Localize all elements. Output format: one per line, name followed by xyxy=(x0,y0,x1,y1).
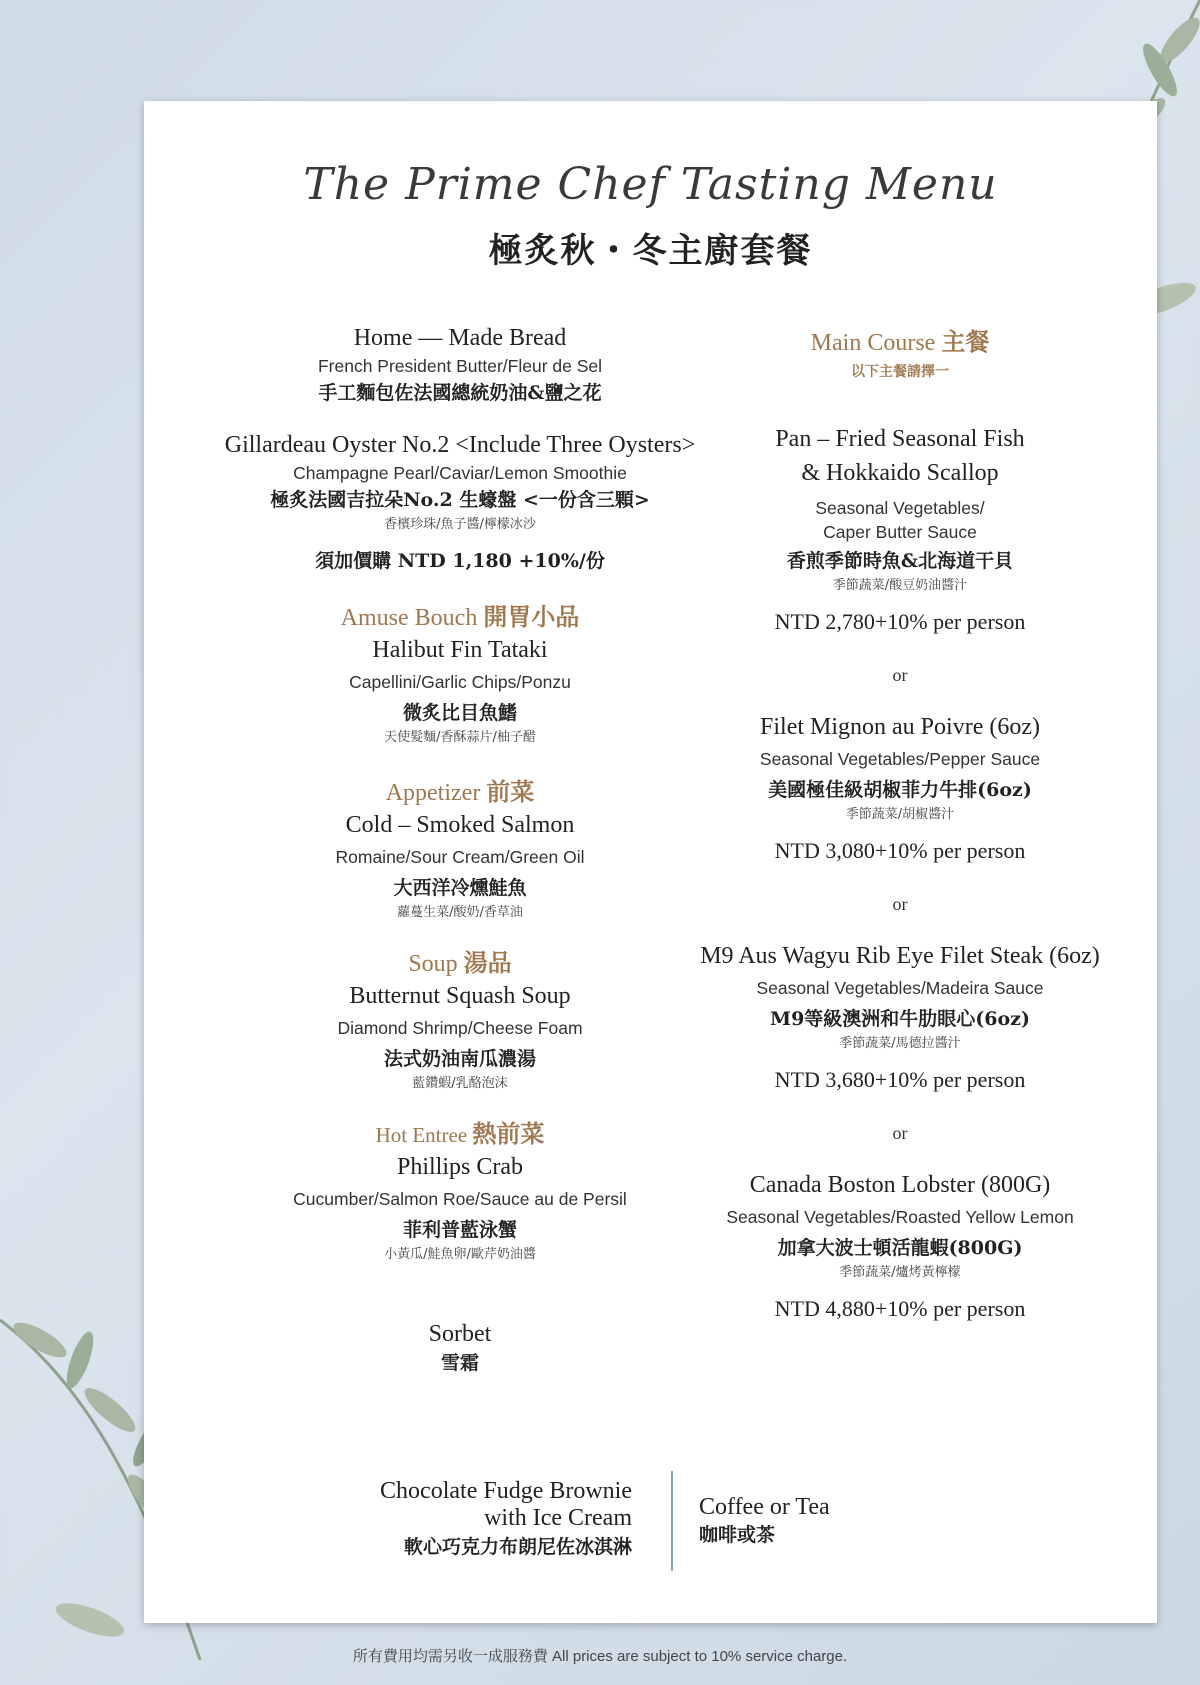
oyster-desc: Champagne Pearl/Caviar/Lemon Smoothie xyxy=(293,463,627,483)
wagyu-name: M9 Aus Wagyu Rib Eye Filet Steak (6oz) xyxy=(700,943,1100,969)
lobster-desc-zh: 季節蔬菜/爐烤黃檸檬 xyxy=(839,1265,961,1280)
soup-section-zh: 湯品 xyxy=(463,951,512,977)
or-separator-1: or xyxy=(892,665,908,685)
appetizer-section-en: Appetizer xyxy=(385,780,481,806)
dessert-item xyxy=(380,1478,632,1562)
hot-entree-desc: Cucumber/Salmon Roe/Sauce au de Persil xyxy=(293,1189,627,1209)
filet-name: Filet Mignon au Poivre (6oz) xyxy=(760,714,1040,740)
fish-desc-line1: Seasonal Vegetables/ xyxy=(815,498,985,518)
wagyu-price: NTD 3,680+10% per person xyxy=(774,1067,1026,1092)
amuse-desc-zh: 天使髮麵/香酥蒜片/柚子醋 xyxy=(384,730,536,745)
dessert-name-zh: 軟心巧克力布朗尼佐冰淇淋 xyxy=(403,1536,632,1558)
amuse-section-zh: 開胃小品 xyxy=(483,605,580,631)
lobster-name-zh: 加拿大波士頓活龍蝦(800G) xyxy=(777,1237,1023,1259)
menu-title-en: The Prime Chef Tasting Menu xyxy=(303,159,998,210)
soup-section-en: Soup xyxy=(408,951,458,977)
lobster-name: Canada Boston Lobster (800G) xyxy=(749,1172,1051,1198)
hot-entree-name-zh: 菲利普藍泳蟹 xyxy=(402,1219,517,1241)
fish-name-line2: & Hokkaido Scallop xyxy=(801,460,999,486)
lobster-item xyxy=(600,1170,1200,1325)
sorbet-name-zh: 雪霜 xyxy=(440,1352,479,1374)
oyster-name: Gillardeau Oyster No.2 <Include Three Oysters> xyxy=(224,432,696,458)
filet-item xyxy=(600,712,1200,867)
fish-name-zh: 香煎季節時魚&北海道干貝 xyxy=(786,550,1014,572)
filet-desc-zh: 季節蔬菜/胡椒醬汁 xyxy=(845,807,955,822)
right-column xyxy=(600,326,1200,1325)
wagyu-name-zh: M9等級澳洲和牛肋眼心(6oz) xyxy=(770,1008,1030,1030)
hot-entree-name: Phillips Crab xyxy=(396,1154,523,1180)
amuse-section-en: Amuse Bouch xyxy=(340,605,478,631)
main-course-title-zh: 主餐 xyxy=(941,330,990,356)
main-course-title xyxy=(600,326,1200,360)
wagyu-item xyxy=(600,941,1200,1096)
soup-name-zh: 法式奶油南瓜濃湯 xyxy=(383,1048,536,1070)
filet-desc: Seasonal Vegetables/Pepper Sauce xyxy=(759,749,1041,769)
main-course-note: 以下主餐請擇一 xyxy=(851,364,949,380)
filet-price: NTD 3,080+10% per person xyxy=(774,838,1026,863)
drink-name: Coffee or Tea xyxy=(699,1494,830,1520)
drink-item xyxy=(699,1493,830,1549)
dessert-name-line1: Chocolate Fudge Brownie xyxy=(380,1478,632,1504)
oyster-name-zh: 極炙法國吉拉朵No.2 生蠔盤 <一份含三顆> xyxy=(270,489,650,511)
filet-name-zh: 美國極佳級胡椒菲力牛排(6oz) xyxy=(768,779,1032,801)
main-course-title-en: Main Course xyxy=(810,330,936,356)
lobster-price: NTD 4,880+10% per person xyxy=(774,1296,1026,1321)
sorbet-item xyxy=(160,1319,760,1376)
appetizer-name: Cold – Smoked Salmon xyxy=(345,812,575,838)
hot-entree-section-zh: 熱前菜 xyxy=(472,1122,545,1148)
fish-desc-zh: 季節蔬菜/酸豆奶油醬汁 xyxy=(832,578,968,593)
fish-price: NTD 2,780+10% per person xyxy=(774,609,1026,634)
soup-name: Butternut Squash Soup xyxy=(349,983,571,1009)
soup-desc-zh: 藍鑽蝦/乳酪泡沫 xyxy=(412,1076,508,1091)
lobster-desc: Seasonal Vegetables/Roasted Yellow Lemon xyxy=(726,1207,1074,1227)
fish-item xyxy=(600,422,1200,638)
or-separator-3: or xyxy=(892,1123,908,1143)
appetizer-desc-zh: 蘿蔓生菜/酸奶/香草油 xyxy=(397,905,523,920)
wagyu-desc: Seasonal Vegetables/Madeira Sauce xyxy=(756,978,1044,998)
hot-entree-desc-zh: 小黃瓜/鮭魚卵/歐芹奶油醬 xyxy=(384,1247,536,1262)
fish-name-line1: Pan – Fried Seasonal Fish xyxy=(775,426,1025,452)
appetizer-desc: Romaine/Sour Cream/Green Oil xyxy=(335,847,585,867)
wagyu-desc-zh: 季節蔬菜/馬德拉醬汁 xyxy=(839,1036,961,1051)
dessert-name-line2: with Ice Cream xyxy=(484,1505,632,1531)
or-separator-2: or xyxy=(892,894,908,914)
amuse-name-zh: 微炙比目魚鰭 xyxy=(402,702,517,724)
appetizer-name-zh: 大西洋冷燻鮭魚 xyxy=(393,877,527,899)
fish-desc-line2: Caper Butter Sauce xyxy=(823,522,977,542)
menu-card xyxy=(144,101,1157,1623)
hot-entree-section-en: Hot Entree xyxy=(375,1123,468,1147)
oyster-addon-price: 須加價購 NTD 1,180 +10%/份 xyxy=(315,550,605,572)
sorbet-name: Sorbet xyxy=(428,1321,492,1347)
oyster-desc-zh: 香檳珍珠/魚子醬/檸檬冰沙 xyxy=(384,517,536,532)
menu-title-zh: 極炙秋・冬主廚套餐 xyxy=(488,231,813,271)
bread-name-zh: 手工麵包佐法國總統奶油&鹽之花 xyxy=(318,382,602,404)
amuse-desc: Capellini/Garlic Chips/Ponzu xyxy=(349,672,571,692)
dessert-drink-divider xyxy=(671,1471,673,1571)
bread-name: Home — Made Bread xyxy=(353,325,567,351)
drink-name-zh: 咖啡或茶 xyxy=(699,1524,776,1546)
soup-desc: Diamond Shrimp/Cheese Foam xyxy=(337,1018,583,1038)
appetizer-section-zh: 前菜 xyxy=(486,780,535,806)
bread-desc: French President Butter/Fleur de Sel xyxy=(317,356,603,376)
amuse-name: Halibut Fin Tataki xyxy=(372,637,548,663)
service-charge-note: 所有費用均需另收一成服務費 All prices are subject to 10% service charge. xyxy=(352,1648,848,1665)
